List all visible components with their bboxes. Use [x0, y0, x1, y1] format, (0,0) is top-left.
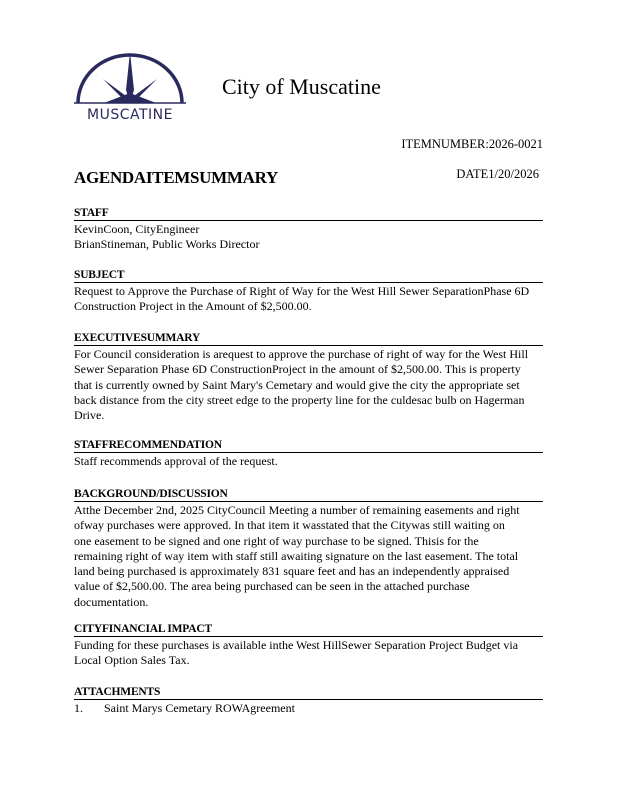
section-staff-recommendation	[74, 438, 543, 469]
document-title: AGENDAITEMSUMMARY	[74, 168, 278, 187]
text-line: Request to Approve the Purchase of Right of Way for the West Hill Sewer SeparationPhase 6D	[74, 284, 530, 298]
attachment-item[interactable]	[74, 701, 543, 716]
text-line: Construction Project in the Amount of $2,500.00.	[74, 299, 312, 314]
text-line: documentation.	[74, 594, 149, 609]
section-staff	[74, 206, 543, 253]
section-heading: BACKGROUND/DISCUSSION	[74, 488, 228, 500]
text-line: Funding for these purchases is available inthe West HillSewer Separation Project Budget via	[74, 638, 519, 652]
text-line: BrianStineman, Public Works Director	[74, 237, 260, 252]
section-background	[74, 487, 543, 610]
attachment-label[interactable]: Saint Marys Cemetary ROWAgreement	[104, 701, 295, 715]
section-heading: STAFFRECOMMENDATION	[74, 439, 222, 451]
section-executive-summary	[74, 331, 543, 423]
section-heading: SUBJECT	[74, 269, 125, 281]
text-line: that is currently owned by Saint Mary's Cemetary and would give the city the appropriate set	[74, 377, 520, 392]
text-line: ofway purchases were approved. In that item it wasstated that the Citywas still waiting on	[74, 518, 505, 533]
text-line: Atthe December 2nd, 2025 CityCouncil Meeting a number of remaining easements and right	[74, 503, 520, 517]
section-attachments	[74, 685, 543, 716]
text-line: Sewer Separation Phase 6D ConstructionProject in the amount of $2,500.00. This is property	[74, 362, 521, 377]
text-line: land being purchased is approximately 831 square feet and has an independently appraised	[74, 564, 510, 579]
city-title: City of Muscatine	[222, 74, 381, 99]
text-line: value of $2,500.00. The area being purchased can be seen in the attached purchase	[74, 579, 470, 594]
section-subject	[74, 268, 543, 315]
item-number: ITEMNUMBER:2026-0021	[401, 137, 543, 151]
section-heading: CITYFINANCIAL IMPACT	[74, 623, 212, 635]
attachment-number: 1.	[74, 701, 83, 715]
section-financial-impact	[74, 622, 543, 669]
section-heading: EXECUTIVESUMMARY	[74, 332, 201, 344]
text-line: Local Option Sales Tax.	[74, 653, 190, 668]
text-line: Staff recommends approval of the request.	[74, 454, 278, 468]
muscatine-logo	[74, 50, 186, 122]
item-date: DATE1/20/2026	[456, 167, 539, 181]
text-line: For Council consideration is arequest to approve the purchase of right of way for the West Hill	[74, 347, 529, 361]
text-line: remaining right of way item with staff still awaiting signature on the last easement. The total	[74, 548, 519, 563]
text-line: back distance from the city street edge to the property line for the culdesac bulb on Hagerman	[74, 392, 525, 407]
section-heading: ATTACHMENTS	[74, 686, 161, 698]
text-line: one easement to be signed and one right of way purchase to be signed. Thisis for the	[74, 533, 479, 548]
text-line: KevinCoon, CityEngineer	[74, 222, 200, 236]
svg-text:MUSCATINE: MUSCATINE	[87, 107, 173, 122]
text-line: Drive.	[74, 408, 105, 423]
section-heading: STAFF	[74, 207, 109, 219]
